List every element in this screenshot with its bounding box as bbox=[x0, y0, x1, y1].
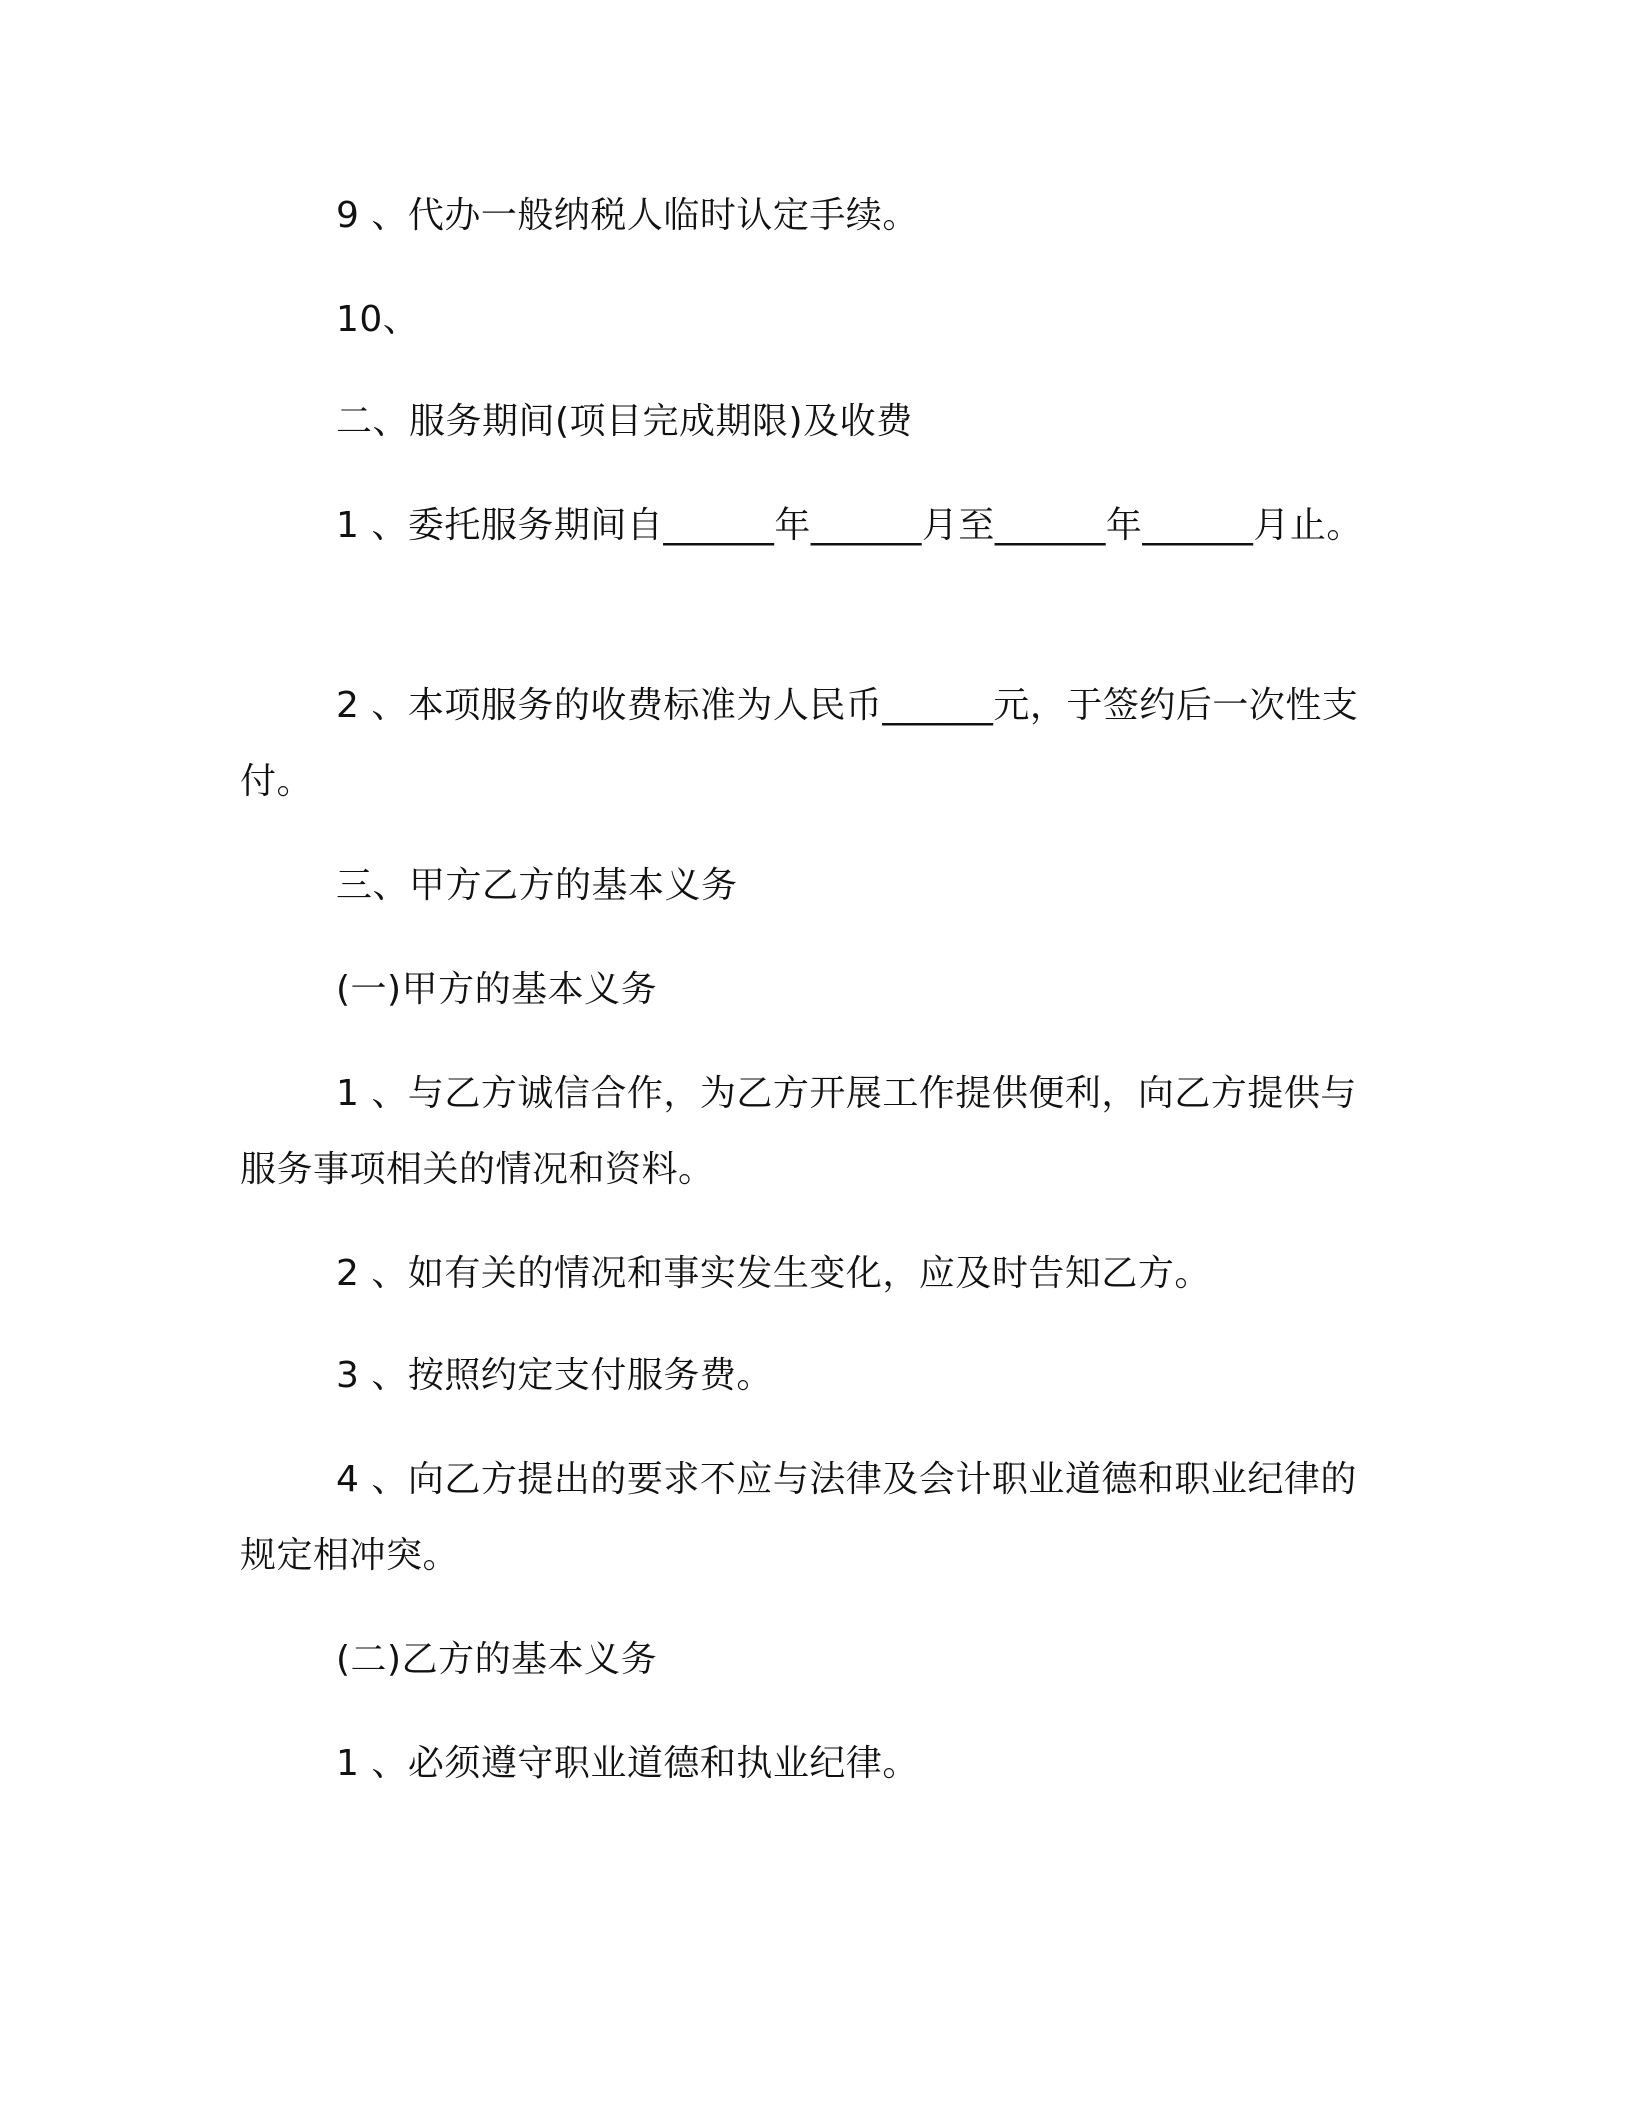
paragraph-service-fee: 2 、本项服务的收费标准为人民币______元，于签约后一次性支付。 bbox=[240, 685, 1359, 802]
paragraph-service-period: 1 、委托服务期间自______年______月至______年______月止。 bbox=[336, 505, 1363, 546]
subsection-heading-party-b: (二)乙方的基本义务 bbox=[336, 1639, 658, 1680]
section-heading-3: 三、甲方乙方的基本义务 bbox=[336, 865, 738, 906]
section-heading-2: 二、服务期间(项目完成期限)及收费 bbox=[336, 401, 913, 442]
paragraph-party-a-2: 2 、如有关的情况和事实发生变化，应及时告知乙方。 bbox=[336, 1253, 1211, 1294]
paragraph-item-9: 9 、代办一般纳税人临时认定手续。 bbox=[336, 195, 919, 236]
paragraph-item-10: 10、 bbox=[336, 299, 420, 340]
paragraph-party-a-3: 3 、按照约定支付服务费。 bbox=[336, 1355, 773, 1396]
paragraph-party-a-1: 1 、与乙方诚信合作，为乙方开展工作提供便利，向乙方提供与服务事项相关的情况和资料。 bbox=[240, 1073, 1357, 1190]
paragraph-party-a-4: 4 、向乙方提出的要求不应与法律及会计职业道德和职业纪律的规定相冲突。 bbox=[240, 1459, 1357, 1576]
subsection-heading-party-a: (一)甲方的基本义务 bbox=[336, 969, 658, 1010]
paragraph-party-b-1: 1 、必须遵守职业道德和执业纪律。 bbox=[336, 1743, 919, 1784]
